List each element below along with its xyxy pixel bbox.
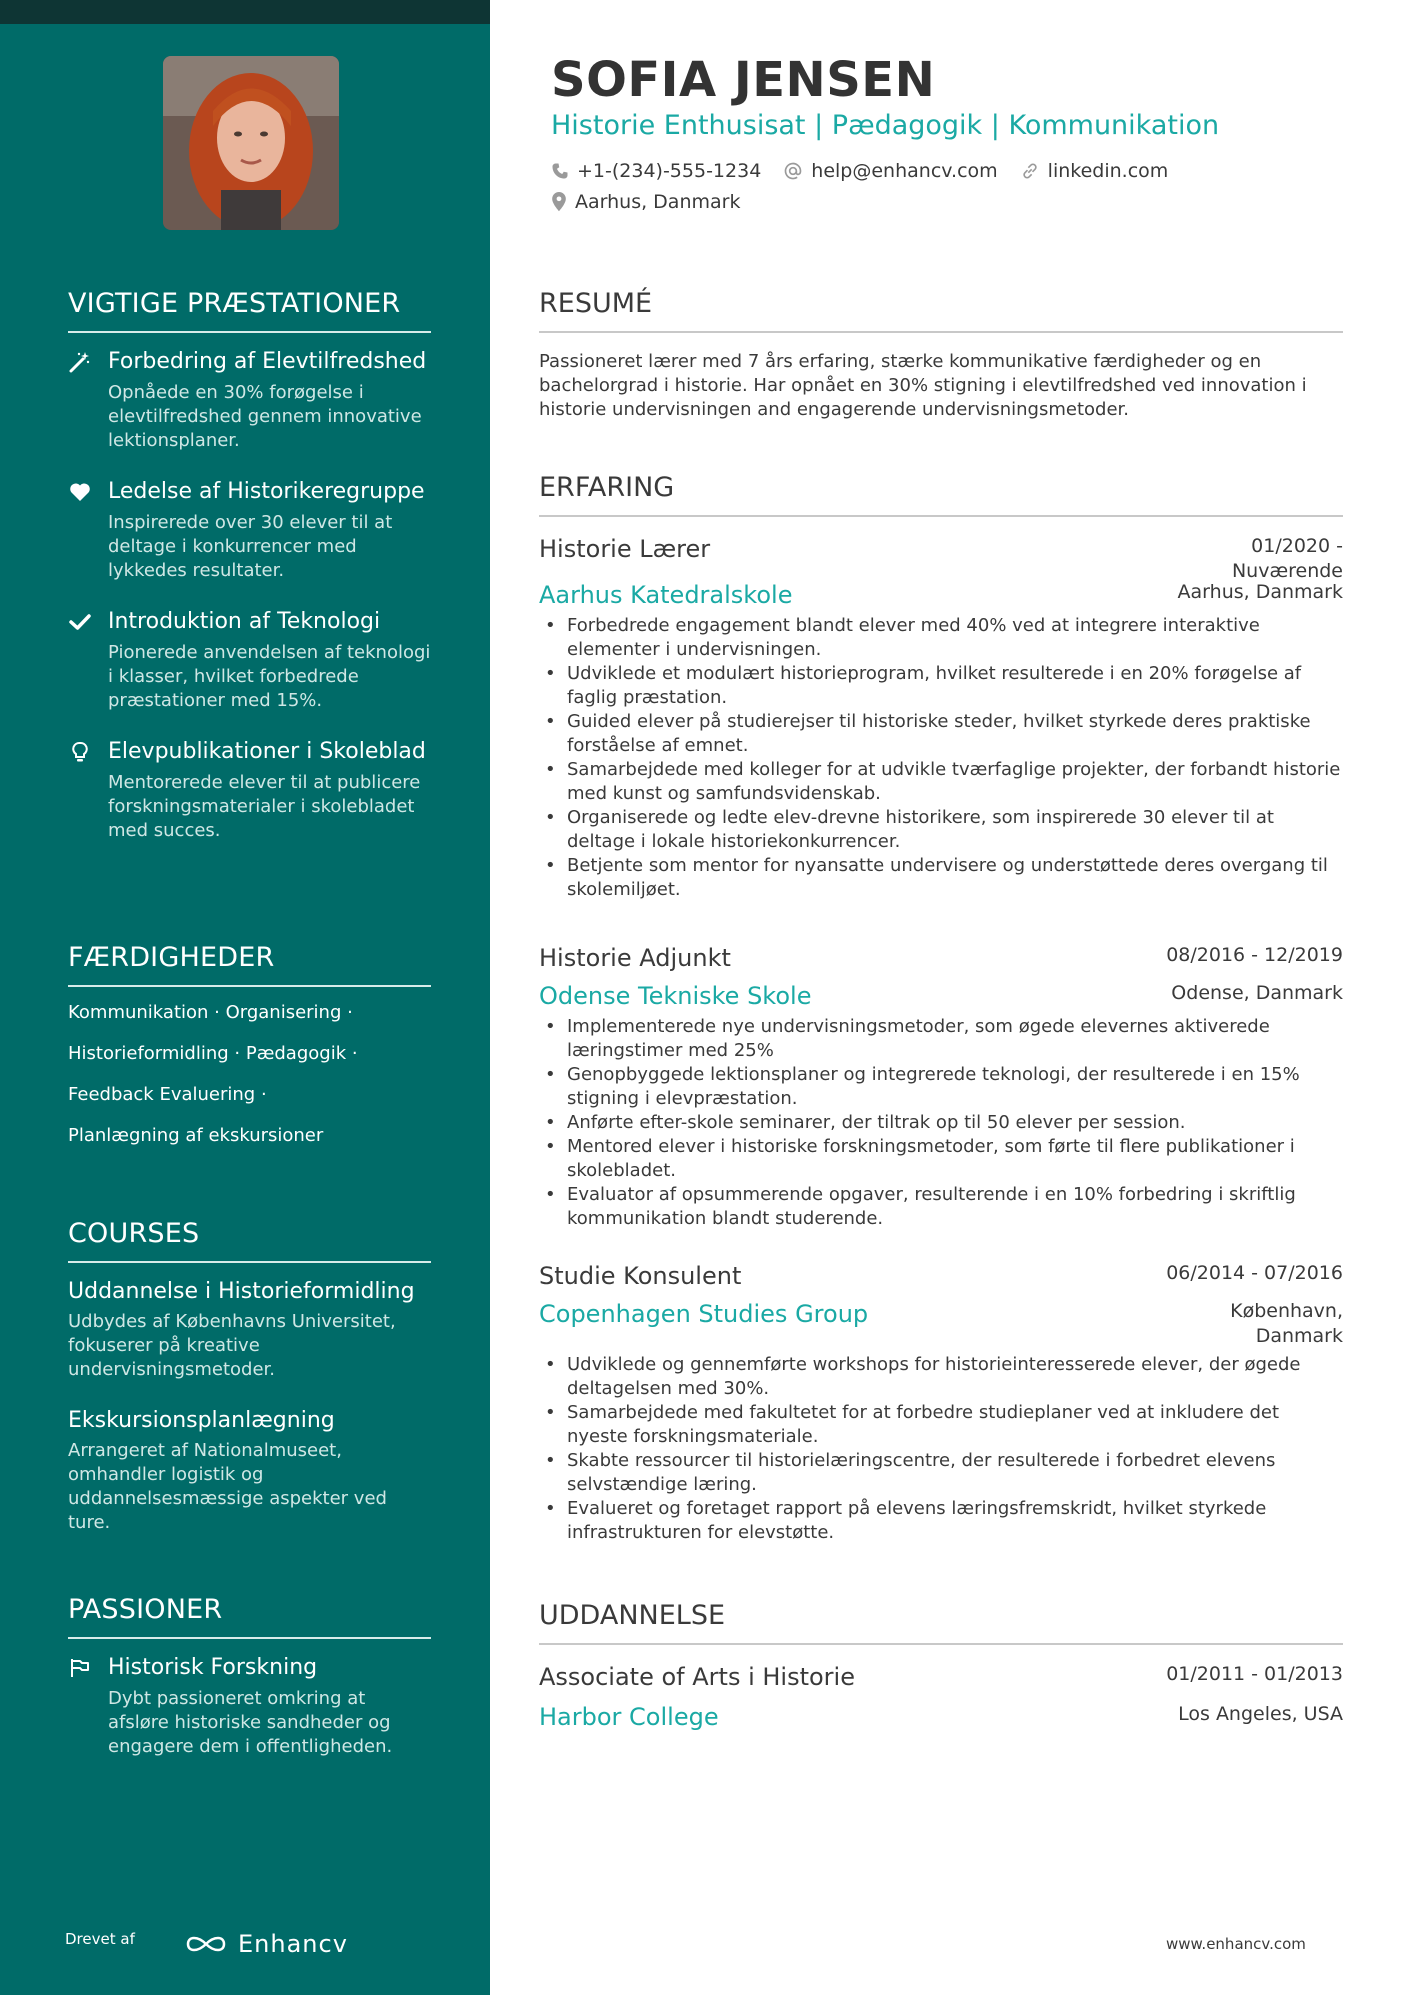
list-item: • Genopbyggede lektionsplaner og integrerede teknologi, der resulterede i en 15% stigning i elevpræstation. [539, 1063, 1343, 1111]
course-item [68, 1406, 431, 1535]
candidate-name: SOFIA JENSEN [551, 52, 936, 108]
list-item: • Betjente som mentor for nyansatte undervisere og understøttede deres overgang til skolemiljøet. [539, 854, 1343, 902]
achievement-title: Introduktion af Teknologi [108, 609, 381, 634]
job-bullets [539, 1015, 1343, 1231]
skill-line: Historieformidling · Pædagogik · [68, 1043, 358, 1064]
job-location-city: København, [1230, 1300, 1343, 1322]
achievement-description: Pionerede anvendelsen af teknologi i klasser, hvilket forbedrede præstationer med 15%. [108, 642, 431, 711]
job-title: Studie Konsulent [539, 1262, 742, 1290]
list-item: • Forbedrede engagement blandt elever med 40% ved at integrere interaktive elementer i undervisningen. [539, 614, 1343, 662]
skill-line: Planlægning af ekskursioner [68, 1125, 324, 1146]
job-location [1230, 1299, 1343, 1349]
passions-heading: PASSIONER [68, 1594, 431, 1639]
job-title: Historie Lærer [539, 535, 711, 563]
job-entry [539, 943, 1343, 1231]
heart-icon [68, 480, 94, 506]
education-dates: 01/2011 - 01/2013 [1166, 1663, 1343, 1685]
job-company: Aarhus Katedralskole [539, 581, 793, 609]
map-pin-icon [551, 192, 567, 212]
skill-line: Kommunikation · Organisering · [68, 1002, 353, 1023]
passions-section [68, 1594, 431, 1783]
list-item: • Samarbejdede med fakultetet for at forbedre studieplaner ved at inkludere det nyeste forskningsmateriale. [539, 1401, 1343, 1449]
achievement-item [68, 347, 431, 453]
footer-url[interactable]: www.enhancv.com [1166, 1935, 1306, 1953]
list-item: • Skabte ressourcer til historielæringscentre, der resulterede i forbedret elevens selvstændige læring. [539, 1449, 1343, 1497]
course-title: Uddannelse i Historieformidling [68, 1279, 415, 1304]
achievement-item [68, 737, 431, 843]
passion-item [68, 1653, 431, 1759]
list-item: • Mentored elever i historiske forskningsmetoder, som førte til flere publikationer i skolebladet. [539, 1135, 1343, 1183]
course-title: Ekskursionsplanlægning [68, 1408, 335, 1433]
passion-title: Historisk Forskning [108, 1655, 318, 1680]
email[interactable] [783, 160, 997, 182]
school-name: Harbor College [539, 1703, 719, 1731]
location-row [551, 191, 762, 213]
courses-heading: COURSES [68, 1218, 431, 1263]
list-item: • Organiserede og ledte elev-drevne historikere, som inspirerede 30 elever til at deltage i lokale historiekonkurrencer. [539, 806, 1343, 854]
achievement-description: Opnåede en 30% forøgelse i elevtilfredshed gennem innovative lektionsplaner. [108, 382, 422, 451]
job-company: Odense Tekniske Skole [539, 982, 812, 1010]
list-item: • Evalueret og foretaget rapport på elevens læringsfremskridt, hvilket styrkede infrastrukturen for elevstøtte. [539, 1497, 1343, 1545]
job-bullets [539, 614, 1343, 902]
achievements-heading: VIGTIGE PRÆSTATIONER [68, 288, 431, 333]
courses-section [68, 1218, 431, 1559]
achievement-description: Mentorerede elever til at publicere forskningsmaterialer i skolebladet med succes. [108, 772, 421, 841]
at-icon [783, 161, 803, 181]
achievement-item [68, 607, 431, 713]
course-item [68, 1277, 431, 1382]
job-date-end: Nuværende [1231, 560, 1343, 582]
education-entry [539, 1662, 1343, 1732]
summary-text: Passioneret lærer med 7 års erfaring, stærke kommunikative færdigheder og en bachelorgrad i historie. Har opnået en 30% stigning i elevtilfredshed ved innovation i historie undervisningen and engagerende undervisningsmetoder. [539, 351, 1307, 420]
linkedin-text: linkedin.com [1047, 160, 1169, 182]
achievement-title: Elevpublikationer i Skoleblad [108, 739, 426, 764]
lightbulb-icon [68, 740, 94, 766]
list-item: • Evaluator af opsummerende opgaver, resulterende i en 10% forbedring i skriftlig kommunikation blandt studerende. [539, 1183, 1343, 1231]
achievements-section [68, 288, 431, 867]
course-description: Arrangeret af Nationalmuseet, omhandler logistik og uddannelsesmæssige aspekter ved ture. [68, 1440, 387, 1533]
linkedin[interactable] [1020, 160, 1169, 182]
achievement-title: Forbedring af Elevtilfredshed [108, 349, 427, 374]
list-item: • Guided elever på studierejser til historiske steder, hvilket styrkede deres praktiske forståelse af emnet. [539, 710, 1343, 758]
job-entry [539, 534, 1343, 902]
candidate-headline: Historie Enthusisat | Pædagogik | Kommunikation [551, 110, 1220, 141]
skills-section [68, 942, 431, 1165]
magic-wand-icon [68, 350, 94, 376]
job-location: Aarhus, Danmark [1177, 581, 1343, 603]
brand-name: Enhancv [238, 1930, 348, 1958]
list-item: • Udviklede og gennemførte workshops for historieinteresserede elever, der øgede deltagelsen med 30%. [539, 1353, 1343, 1401]
summary-heading: RESUMÉ [539, 288, 1343, 333]
sidebar-top-band [0, 0, 490, 24]
phone-icon [551, 162, 569, 180]
skill-line: Feedback Evaluering · [68, 1084, 267, 1105]
enhancv-logo-icon [184, 1932, 228, 1956]
school-location: Los Angeles, USA [1178, 1703, 1343, 1725]
achievement-item [68, 477, 431, 583]
link-icon [1020, 161, 1040, 181]
course-description: Udbydes af Københavns Universitet, fokuserer på kreative undervisningsmetoder. [68, 1311, 396, 1380]
job-entry [539, 1261, 1343, 1545]
powered-by-label: Drevet af [65, 1930, 135, 1948]
list-item: • Udviklede et modulært historieprogram, hvilket resulterede i en 20% forøgelse af faglig præstation. [539, 662, 1343, 710]
contact-row [551, 160, 1190, 182]
degree-title: Associate of Arts i Historie [539, 1663, 855, 1691]
list-item: • Samarbejdede med kolleger for at udvikle tværfaglige projekter, der forbandt historie med kunst og samfundsvidenskab. [539, 758, 1343, 806]
flag-icon [68, 1656, 94, 1682]
education-heading: UDDANNELSE [539, 1600, 1343, 1645]
job-dates: 06/2014 - 07/2016 [1166, 1262, 1343, 1284]
job-location: Odense, Danmark [1171, 982, 1343, 1004]
passion-description: Dybt passioneret omkring at afsløre historiske sandheder og engagere dem i offentligheden. [108, 1688, 393, 1757]
job-title: Historie Adjunkt [539, 944, 731, 972]
achievement-description: Inspirerede over 30 elever til at deltage i konkurrencer med lykkedes resultater. [108, 512, 393, 581]
profile-photo [163, 56, 339, 230]
job-dates [1232, 534, 1343, 584]
experience-heading: ERFARING [539, 472, 1343, 517]
job-dates: 08/2016 - 12/2019 [1166, 944, 1343, 966]
location [551, 191, 740, 213]
phone-text: +1-(234)-555-1234 [577, 160, 762, 182]
phone[interactable] [551, 160, 761, 182]
skills-list [68, 1001, 431, 1148]
enhancv-logo[interactable] [184, 1928, 348, 1960]
job-bullets [539, 1353, 1343, 1545]
job-company: Copenhagen Studies Group [539, 1300, 869, 1328]
list-item: • Implementerede nye undervisningsmetoder, som øgede elevernes aktiverede læringstimer med 25% [539, 1015, 1343, 1063]
sidebar [0, 0, 490, 1995]
skills-heading: FÆRDIGHEDER [68, 942, 431, 987]
achievement-title: Ledelse af Historikeregruppe [108, 479, 425, 504]
list-item: • Anførte efter-skole seminarer, der tiltrak op til 50 elever per session. [539, 1111, 1343, 1135]
job-location-country: Danmark [1255, 1325, 1343, 1347]
location-text: Aarhus, Danmark [575, 191, 741, 213]
check-icon [68, 610, 94, 636]
job-date-start: 01/2020 - [1251, 535, 1343, 557]
email-text: help@enhancv.com [811, 160, 998, 182]
